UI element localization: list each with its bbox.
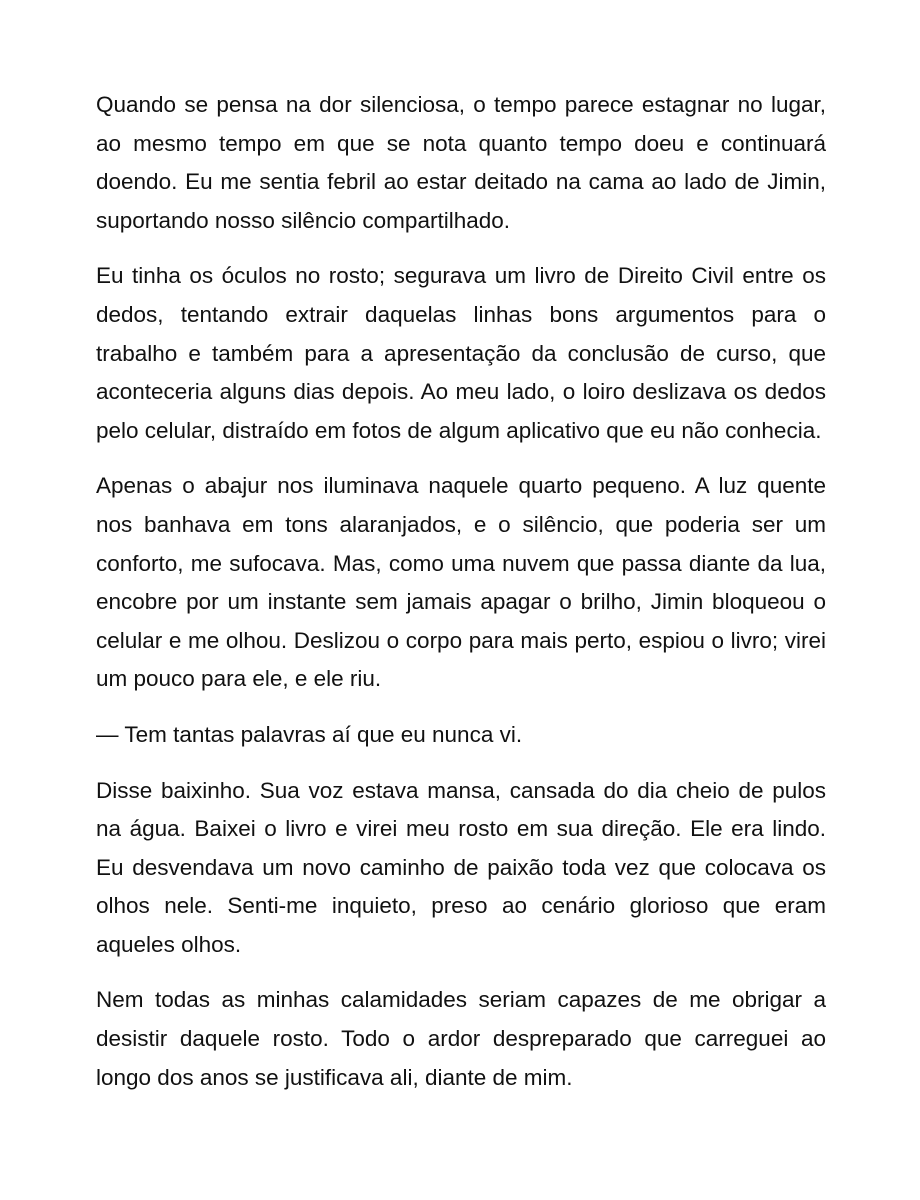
paragraph-5: Disse baixinho. Sua voz estava mansa, cansada do dia cheio de pulos na água. Baixei o livro e virei meu rosto em sua direção. Ele era lindo. Eu desvendava um novo caminho de paixão toda vez que colocava os olhos nele. Senti-me inquieto, preso ao cenário glorioso que eram aqueles olhos. <box>96 777 826 957</box>
paragraph-2: Eu tinha os óculos no rosto; segurava um livro de Direito Civil entre os dedos, tentando extrair daquelas linhas bons argumentos para o trabalho e também para a apresentação da conclusão de curso, que aconteceria alguns dias depois. Ao meu lado, o loiro deslizava os dedos pelo celular, distraído em fotos de algum aplicativo que eu não conhecia. <box>96 263 826 443</box>
paragraph-6: Nem todas as minhas calamidades seriam capazes de me obrigar a desistir daquele rosto. Todo o ardor despreparado que carreguei ao longo dos anos se justificava ali, diante de mim. <box>96 987 826 1090</box>
paragraph-3: Apenas o abajur nos iluminava naquele quarto pequeno. A luz quente nos banhava em tons alaranjados, e o silêncio, que poderia ser um conforto, me sufocava. Mas, como uma nuvem que passa diante da lua, encobre por um instante sem jamais apagar o brilho, Jimin bloqueou o celular e me olhou. Deslizou o corpo para mais perto, espiou o livro; virei um pouco para ele, e ele riu. <box>96 473 826 692</box>
dialogue-line: — Tem tantas palavras aí que eu nunca vi. <box>96 721 523 747</box>
document-page <box>96 86 826 1114</box>
paragraph-1: Quando se pensa na dor silenciosa, o tempo parece estagnar no lugar, ao mesmo tempo em que se nota quanto tempo doeu e continuará doendo. Eu me sentia febril ao estar deitado na cama ao lado de Jimin, suportando nosso silêncio compartilhado. <box>96 92 826 233</box>
